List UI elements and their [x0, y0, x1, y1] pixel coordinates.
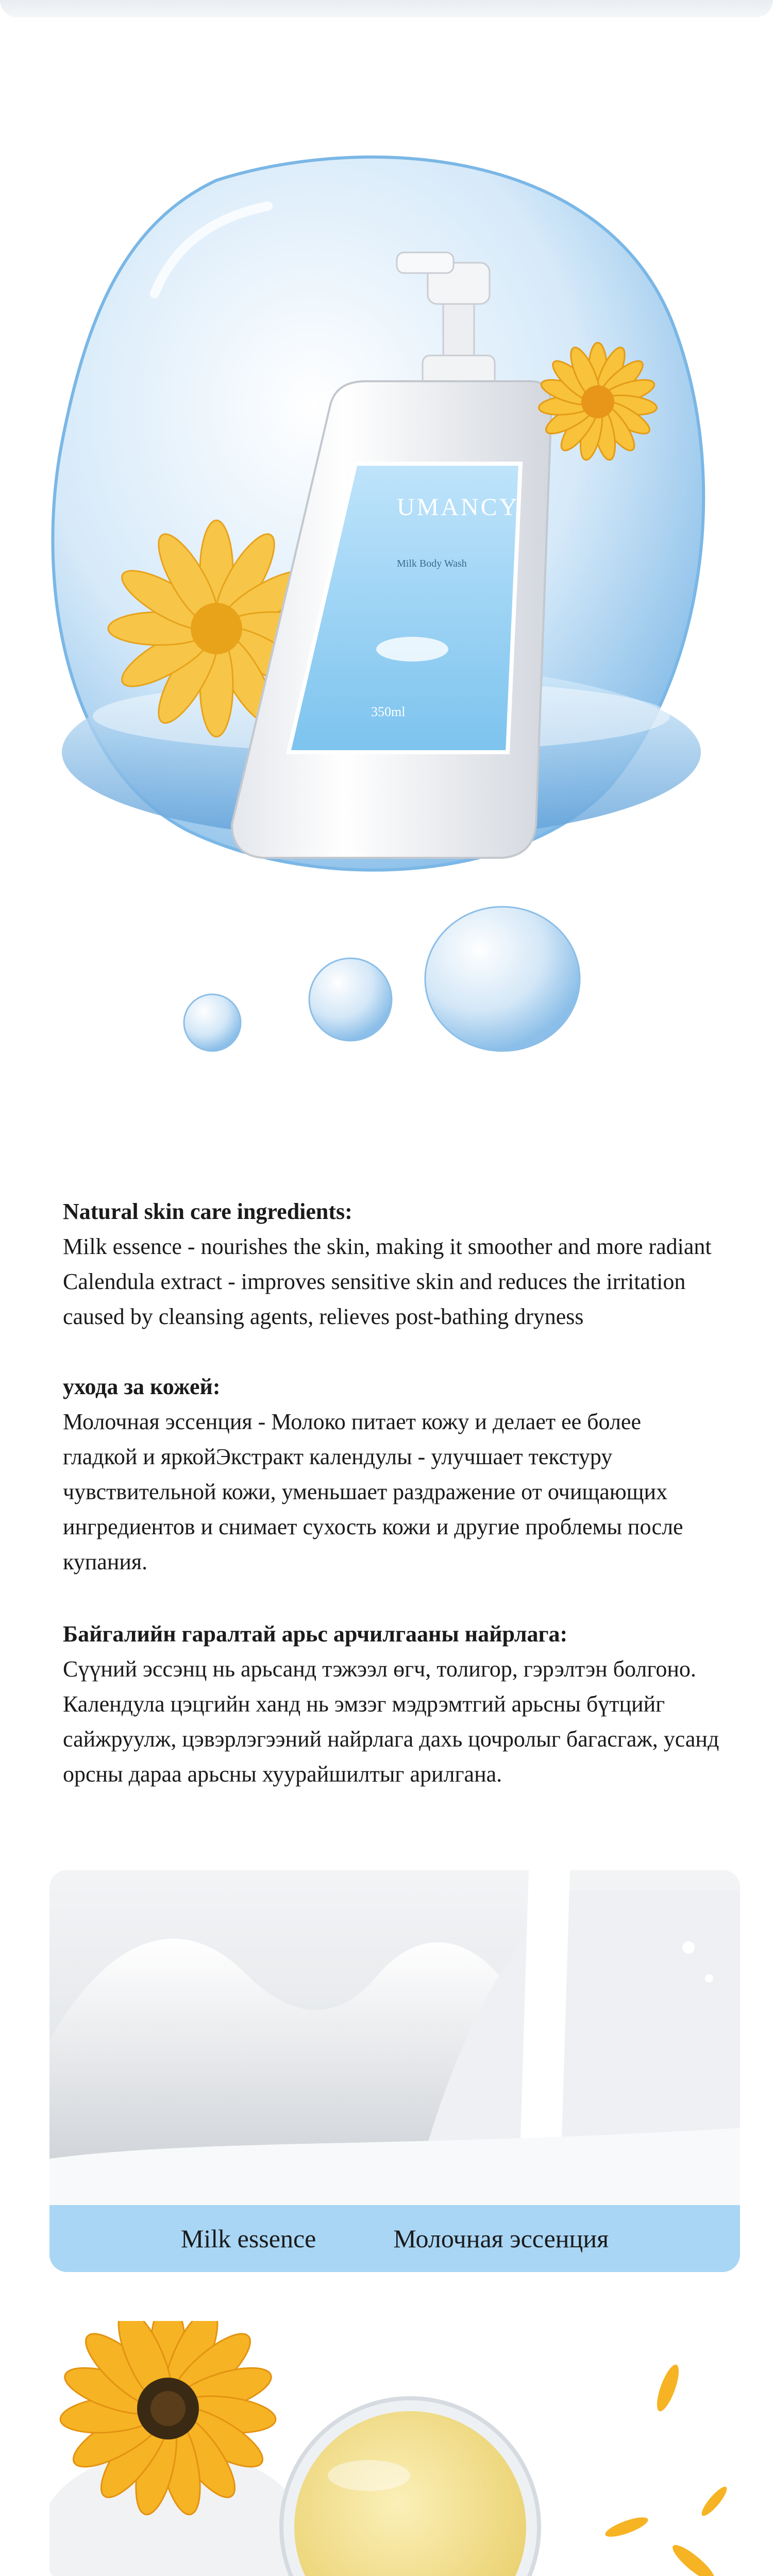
bubble-small — [184, 994, 241, 1051]
calendula-extract-card — [49, 2321, 740, 2576]
ingredient-line: сайжруулж, цэвэрлэгээний найрлага дахь цочролыг багасгаж, усанд — [63, 1726, 719, 1752]
ingredient-line: купания. — [63, 1549, 148, 1574]
ingredient-line: ингредиентов и снимает сухость кожи и другие проблемы после — [63, 1514, 683, 1539]
ingredients-heading-mn: Байгалийн гаралтай арьс арчилгааны найрлага: — [63, 1621, 568, 1647]
ingredient-line: гладкой и яркойЭкстракт календулы - улучшает текстуру — [63, 1444, 613, 1469]
ingredient-line: Календула цэцгийн ханд нь эмзэг мэдрэмтгий арьсны бүтцийг — [63, 1691, 665, 1717]
top-image-edge — [0, 0, 773, 18]
ingredient-line: Calendula extract - improves sensitive skin and reduces the irritation — [63, 1269, 686, 1294]
ingredient-line: орсны дараа арьсны хуурайшилтыг арилгана. — [63, 1761, 502, 1787]
ingredients-english — [63, 1194, 722, 1334]
ingredient-line: Milk essence - nourishes the skin, making it smoother and more radiant — [63, 1234, 712, 1259]
milk-essence-label-en: Milk essence — [180, 2224, 316, 2253]
calendula-image — [49, 2321, 740, 2576]
milk-essence-label-ru: Молочная эссенция — [393, 2224, 609, 2253]
milk-essence-caption — [49, 2205, 740, 2272]
milk-splash-image — [49, 1870, 740, 2205]
ingredients-mongolian — [63, 1617, 722, 1792]
hero-product-image — [0, 113, 773, 1092]
ingredients-heading-en: Natural skin care ingredients: — [63, 1199, 352, 1224]
ingredients-russian — [63, 1369, 722, 1580]
ingredient-line: Молочная эссенция - Молоко питает кожу и делает ее более — [63, 1409, 641, 1434]
bubble-medium — [309, 958, 392, 1041]
product-name-text: Milk Body Wash — [397, 558, 467, 569]
brand-text: UMANCY — [397, 494, 519, 521]
ingredients-heading-ru: ухода за кожей: — [63, 1374, 221, 1399]
milk-essence-card — [49, 1870, 740, 2272]
ingredient-line: caused by cleansing agents, relieves post-bathing dryness — [63, 1304, 584, 1329]
ingredient-line: Сүүний эссэнц нь арьсанд тэжээл өгч, толигор, гэрэлтэн болгоно. — [63, 1656, 696, 1682]
ingredient-line: чувствительной кожи, уменьшает раздражение от очищающих — [63, 1479, 668, 1504]
bubble-large — [425, 907, 580, 1051]
volume-text: 350ml — [371, 704, 406, 719]
